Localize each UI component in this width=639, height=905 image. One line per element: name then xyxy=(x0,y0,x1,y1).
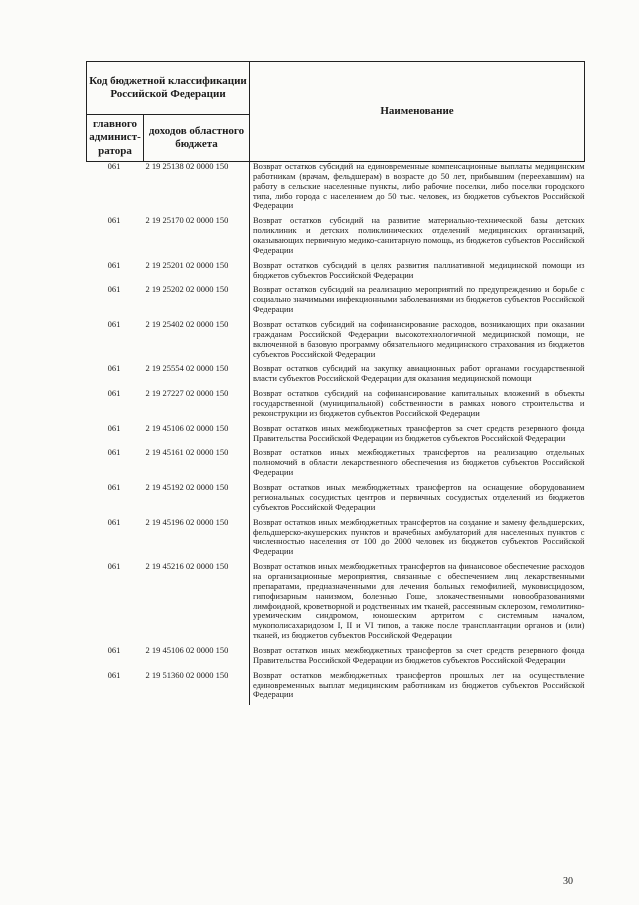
page-number: 30 xyxy=(563,876,573,887)
table-row xyxy=(87,162,585,217)
admin-code-cell: 061 xyxy=(107,516,121,527)
revenue-code-cell: 2 19 45196 02 0000 150 xyxy=(144,518,250,562)
revenue-code-cell: 2 19 25170 02 0000 150 xyxy=(144,216,250,260)
table-row xyxy=(87,424,585,449)
revenue-code-cell: 2 19 51360 02 0000 150 xyxy=(144,671,250,706)
name-cell: Возврат остатков субсидий на закупку авиационных работ органами государственной власти субъектов Российской Федерации для оказания медицинской помощи xyxy=(253,363,585,384)
admin-code-cell: 061 xyxy=(107,319,121,330)
name-cell: Возврат остатков иных межбюджетных трансфертов за счет средств резервного фонда Правительства Российской Федерации из бюджетов субъектов Российской Федерации xyxy=(253,422,585,443)
admin-code-cell: 061 xyxy=(107,422,121,433)
revenue-code-cell: 2 19 45106 02 0000 150 xyxy=(144,646,250,671)
revenue-code-cell: 2 19 45161 02 0000 150 xyxy=(144,448,250,483)
table-row xyxy=(87,364,585,389)
name-cell: Возврат остатков иных межбюджетных трансфертов на создание и замену фельдшерских, фельдшерско-акушерских пунктов и врачебных амбулаторий для населенных пунктов с численностью населения от 100 до 2000 человек из бюджетов субъектов Российской Федерации xyxy=(253,516,585,557)
header-name-column: Наименование xyxy=(250,62,585,162)
table-body xyxy=(87,162,585,706)
admin-code-cell: 061 xyxy=(107,669,121,680)
admin-code-cell: 061 xyxy=(107,161,121,171)
admin-code-cell: 061 xyxy=(107,259,121,270)
revenue-code-cell: 2 19 25402 02 0000 150 xyxy=(144,320,250,364)
admin-code-cell: 061 xyxy=(107,482,121,493)
admin-code-cell: 061 xyxy=(107,215,121,226)
name-cell: Возврат остатков субсидий на софинансирование капитальных вложений в объекты государственной (муниципальной) собственности в рамках нового строительства и реконструкции из бюджетов субъектов Российской Федерации xyxy=(253,388,585,418)
name-cell: Возврат остатков межбюджетных трансфертов прошлых лет на осуществление единовременных выплат медицинским работникам из бюджетов субъектов Российской Федерации xyxy=(253,669,585,700)
name-cell: Возврат остатков иных межбюджетных трансфертов на оснащение оборудованием региональных сосудистых центров и первичных сосудистых отделений из бюджетов субъектов Российской Федерации xyxy=(253,482,585,512)
admin-code-cell: 061 xyxy=(107,284,121,295)
revenue-code-cell: 2 19 25138 02 0000 150 xyxy=(144,162,250,217)
admin-code-cell: 061 xyxy=(107,388,121,399)
revenue-code-cell: 2 19 45192 02 0000 150 xyxy=(144,483,250,518)
revenue-code-cell: 2 19 27227 02 0000 150 xyxy=(144,389,250,424)
name-cell: Возврат остатков иных межбюджетных трансфертов на финансовое обеспечение расходов на организационные мероприятия, связанные с обеспечением лиц лекарственными препаратами, предназначенными для лечения больных гемофилией, муковисцидозом, гипофизарным нанизмом, болезнью Гоше, злокачественными новообразованиями лимфоидной, кроветворной и родственных им тканей, рассеянным склерозом, гемолитико-уремическим синдромом, юношеским артритом с системным началом, мукополисахаридозом I, II и VI типов, а также после трансплантации органов и (или) тканей, из бюджетов субъектов Российской Федерации xyxy=(253,561,585,641)
name-cell: Возврат остатков иных межбюджетных трансфертов за счет средств резервного фонда Правительства Российской Федерации из бюджетов субъектов Российской Федерации xyxy=(253,644,585,665)
table-row xyxy=(87,671,585,706)
name-cell: Возврат остатков субсидий на развитие материально-технической базы детских поликлиник и детских поликлинических отделений медицинских организаций, оказывающих первичную медико-санитарную помощь, из бюджетов субъектов Российской Федерации xyxy=(253,215,585,255)
revenue-code-cell: 2 19 25201 02 0000 150 xyxy=(144,261,250,286)
revenue-code-cell: 2 19 25202 02 0000 150 xyxy=(144,285,250,320)
table-row xyxy=(87,448,585,483)
budget-classification-table xyxy=(86,61,585,705)
table-row xyxy=(87,216,585,260)
revenue-code-cell: 2 19 45106 02 0000 150 xyxy=(144,424,250,449)
table-header xyxy=(87,62,585,162)
admin-code-cell: 061 xyxy=(107,561,121,572)
name-cell: Возврат остатков иных межбюджетных трансфертов на реализацию отдельных полномочий в области лекарственного обеспечения из бюджетов субъектов Российской Федерации xyxy=(253,447,585,478)
name-cell: Возврат остатков субсидий на реализацию мероприятий по предупреждению и борьбе с социально значимыми инфекционными заболеваниями из бюджетов субъектов Российской Федерации xyxy=(253,284,585,315)
name-cell: Возврат остатков субсидий в целях развития паллиативной медицинской помощи из бюджетов субъектов Российской Федерации xyxy=(253,259,585,280)
header-budget-code-group: Код бюджетной классификации Российской Федерации xyxy=(87,62,250,115)
table-row xyxy=(87,518,585,562)
table-row xyxy=(87,483,585,518)
table-row xyxy=(87,646,585,671)
name-cell: Возврат остатков субсидий на единовременные компенсационные выплаты медицинским работникам (врачам, фельдшерам) в возрасте до 50 лет, прибывшим (переехавшим) на работу в сельские населенные пункты, либо рабочие поселки, либо поселки городского типа, либо города с населением до 50 тыс. человек, из бюджетов субъектов Российской Федерации xyxy=(253,161,585,211)
header-revenue-column: доходов областного бюджета xyxy=(144,115,250,162)
admin-code-cell: 061 xyxy=(107,363,121,374)
table-row xyxy=(87,320,585,364)
table-row xyxy=(87,389,585,424)
admin-code-cell: 061 xyxy=(107,447,121,458)
revenue-code-cell: 2 19 45216 02 0000 150 xyxy=(144,562,250,646)
table-row xyxy=(87,285,585,320)
revenue-code-cell: 2 19 25554 02 0000 150 xyxy=(144,364,250,389)
header-admin-column: главного админист-ратора xyxy=(87,115,144,162)
table-row xyxy=(87,261,585,286)
table-row xyxy=(87,562,585,646)
name-cell: Возврат остатков субсидий на софинансирование расходов, возникающих при оказании гражданам Российской Федерации высокотехнологичной медицинской помощи, не включенной в базовую программу обязательного медицинского страхования из бюджетов субъектов Российской Федерации xyxy=(253,319,585,359)
admin-code-cell: 061 xyxy=(107,644,121,655)
